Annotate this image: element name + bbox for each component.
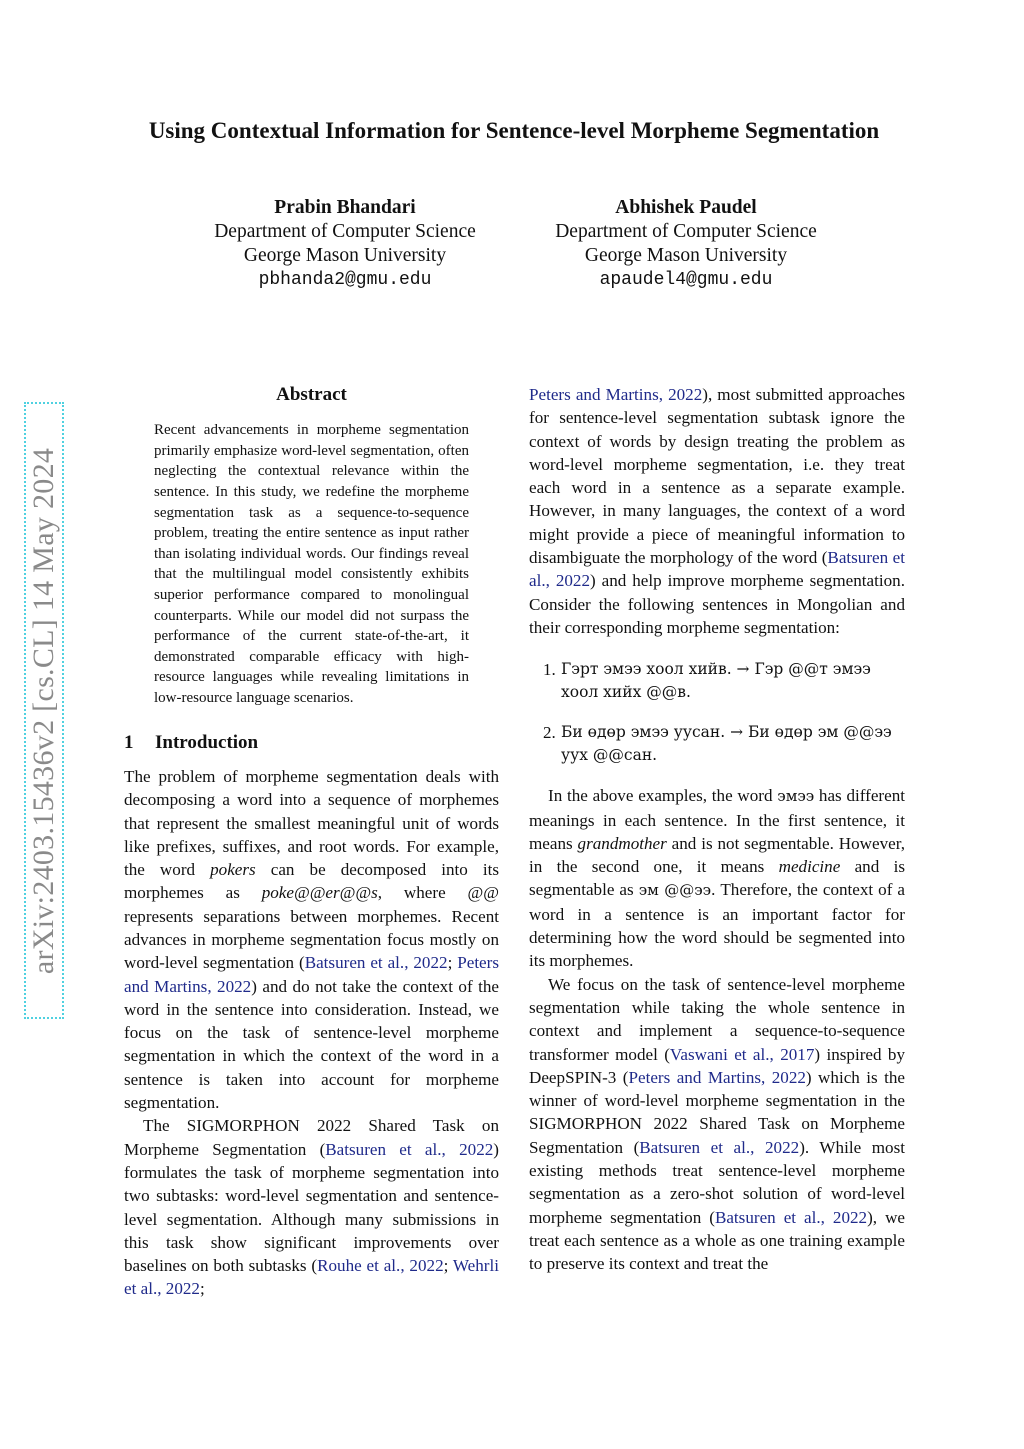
text-run: , where @@ represents separations between morphemes. Recent advances in morpheme segmentation focus mostly on word-level segmentation ( [124, 883, 499, 973]
text-run: and is not segmentable. However, in the second one, it means [529, 833, 905, 877]
arxiv-stamp [24, 402, 64, 1019]
emphasis: grandmother [577, 833, 667, 853]
emphasis: medicine [778, 857, 841, 877]
citation-link[interactable]: Batsuren et al., 2022 [529, 548, 905, 591]
text-run: ; [199, 1279, 205, 1299]
section-title: Introduction [155, 731, 259, 753]
text-run: ). While most existing methods treat sentence-level morpheme segmentation as a zero-shot solution of word-level morpheme segmentation ( [529, 1137, 906, 1227]
section-number: 1 [124, 731, 134, 753]
text-run: has different meanings in each sentence. In the first sentence, it means [529, 786, 905, 853]
mongolian-segmentation: эм @@ээ [638, 881, 712, 900]
text-run: ) and help improve morpheme segmentation. Consider the following sentences in Mongolian and their corresponding morpheme segmentation: [529, 571, 905, 637]
text-run: ) formulates the task of morpheme segmentation into two subtasks: word-level segmentation and sentence-level segmentation. Although many submissions in this task show significant improvements over baselines on both subtasks ( [124, 1139, 499, 1276]
list-item [529, 721, 905, 767]
left-column [124, 383, 499, 1301]
text-run: ), we treat each sentence as a whole as one training example to preserve its context and treat the [529, 1207, 906, 1274]
citation-link[interactable]: Vaswani et al., 2017 [669, 1044, 815, 1064]
right-paragraph-2 [529, 784, 905, 972]
abstract-heading: Abstract [276, 384, 347, 405]
author-email[interactable]: pbhanda2@gmu.edu [258, 270, 432, 290]
example-segmentation: poke@@er@@s [261, 883, 378, 903]
text-run: ; [443, 1256, 453, 1276]
author-email[interactable]: apaudel4@gmu.edu [599, 270, 773, 290]
text-run: ) and do not take the context of the word in the sentence into consideration. Instead, we focus on the task of sentence-level morpheme segmentation in which the context of the word in a sentence is taken into account for morpheme segmentation. [124, 976, 499, 1113]
right-column [529, 383, 905, 1276]
citation-link[interactable]: Peters and Martins, 2022 [529, 385, 703, 404]
intro-paragraph-2 [124, 1114, 499, 1300]
text-run: and is segmentable as [529, 857, 905, 900]
example-sentence: Би өдөр эмээ уусан. → Би өдөр эм @@ээ уух @@сан. [561, 723, 892, 765]
list-number: 2. [543, 723, 556, 743]
author-name: Abhishek Paudel [615, 197, 757, 218]
list-item [529, 658, 905, 704]
example-word: pokers [210, 860, 256, 880]
mongolian-word: эмээ [777, 787, 815, 806]
arxiv-stamp-text: arXiv:2403.15436v2 [cs.CL] 14 May 2024 [27, 447, 60, 974]
text-run: The SIGMORPHON 2022 Shared Task on Morpheme Segmentation ( [124, 1116, 499, 1159]
text-run: ) inspired by DeepSPIN-3 ( [529, 1044, 906, 1087]
paper-title: Using Contextual Information for Sentence-level Morpheme Segmentation [148, 118, 880, 143]
text-run: ), most submitted approaches for sentence-level segmentation subtask ignore the context of words by design treating the problem as word-level morpheme segmentation, i.e. they treat each word in a sentence as a separate example. However, in many languages, the context of a word might provide a piece of meaningful information to disambiguate the morphology of the word ( [529, 385, 905, 568]
citation-link[interactable]: Batsuren et al., 2022 [639, 1137, 800, 1157]
citation-link[interactable]: Peters and Martins, 2022 [628, 1067, 806, 1087]
section-heading [124, 731, 499, 754]
right-paragraph-3 [529, 973, 905, 1276]
author-block [165, 196, 525, 292]
text-run: The problem of morpheme segmentation deals with decomposing a word into a sequence of morphemes that represent the smallest meaningful unit of words like prefixes, suffixes, and root words. For example, the word [124, 766, 499, 880]
abstract-text: Recent advancements in morpheme segmentation primarily emphasize word-level segmentation, often neglecting the contextual relevance within the sentence. In this study, we redefine the morpheme segmentation task as a sequence-to-sequence problem, treating the entire sentence as input rather than isolating individual words. Our findings reveal that the multilingual model consistently exhibits superior performance compared to monolingual counterparts. While our model did not surpass the performance of the current state-of-the-art, it demonstrated comparable efficacy with high-resource languages while revealing limitations in low-resource language scenarios. [154, 422, 469, 707]
citation-link[interactable]: Peters and Martins, 2022 [124, 953, 499, 996]
text-run: In the above examples, the word [548, 786, 778, 806]
intro-paragraph-1 [124, 765, 499, 1114]
list-number: 1. [543, 660, 556, 680]
citation-link[interactable]: Batsuren et al., 2022 [714, 1207, 868, 1227]
author-dept: Department of Computer Science [214, 221, 476, 242]
text-run: can be decomposed into its morphemes as [124, 860, 499, 903]
text-run: ; [447, 953, 458, 973]
author-block [506, 196, 866, 292]
example-list [529, 658, 905, 767]
author-dept: Department of Computer Science [555, 221, 817, 242]
author-univ: George Mason University [243, 245, 447, 266]
citation-link[interactable]: Rouhe et al., 2022 [317, 1256, 444, 1276]
example-sentence: Гэрт эмээ хоол хийв. → Гэр @@т эмээ хоол хийх @@в. [561, 660, 871, 702]
citation-link[interactable]: Batsuren et al., 2022 [304, 953, 448, 973]
text-run: ) which is the winner of word-level morpheme segmentation in the SIGMORPHON 2022 Shared Task on Morpheme Segmentation ( [529, 1067, 905, 1157]
citation-link[interactable]: Batsuren et al., 2022 [325, 1139, 494, 1159]
author-name: Prabin Bhandari [274, 197, 416, 218]
author-univ: George Mason University [584, 245, 788, 266]
text-run: . Therefore, the context of a word in a sentence is an important factor for determining how the word should be segmented into its morphemes. [529, 880, 906, 971]
citation-link[interactable]: Wehrli et al., 2022 [124, 1256, 499, 1299]
right-paragraph-1 [529, 383, 905, 639]
text-run: We focus on the task of sentence-level morpheme segmentation while taking the whole sentence in context and implement a sequence-to-sequence transformer model ( [529, 974, 905, 1064]
